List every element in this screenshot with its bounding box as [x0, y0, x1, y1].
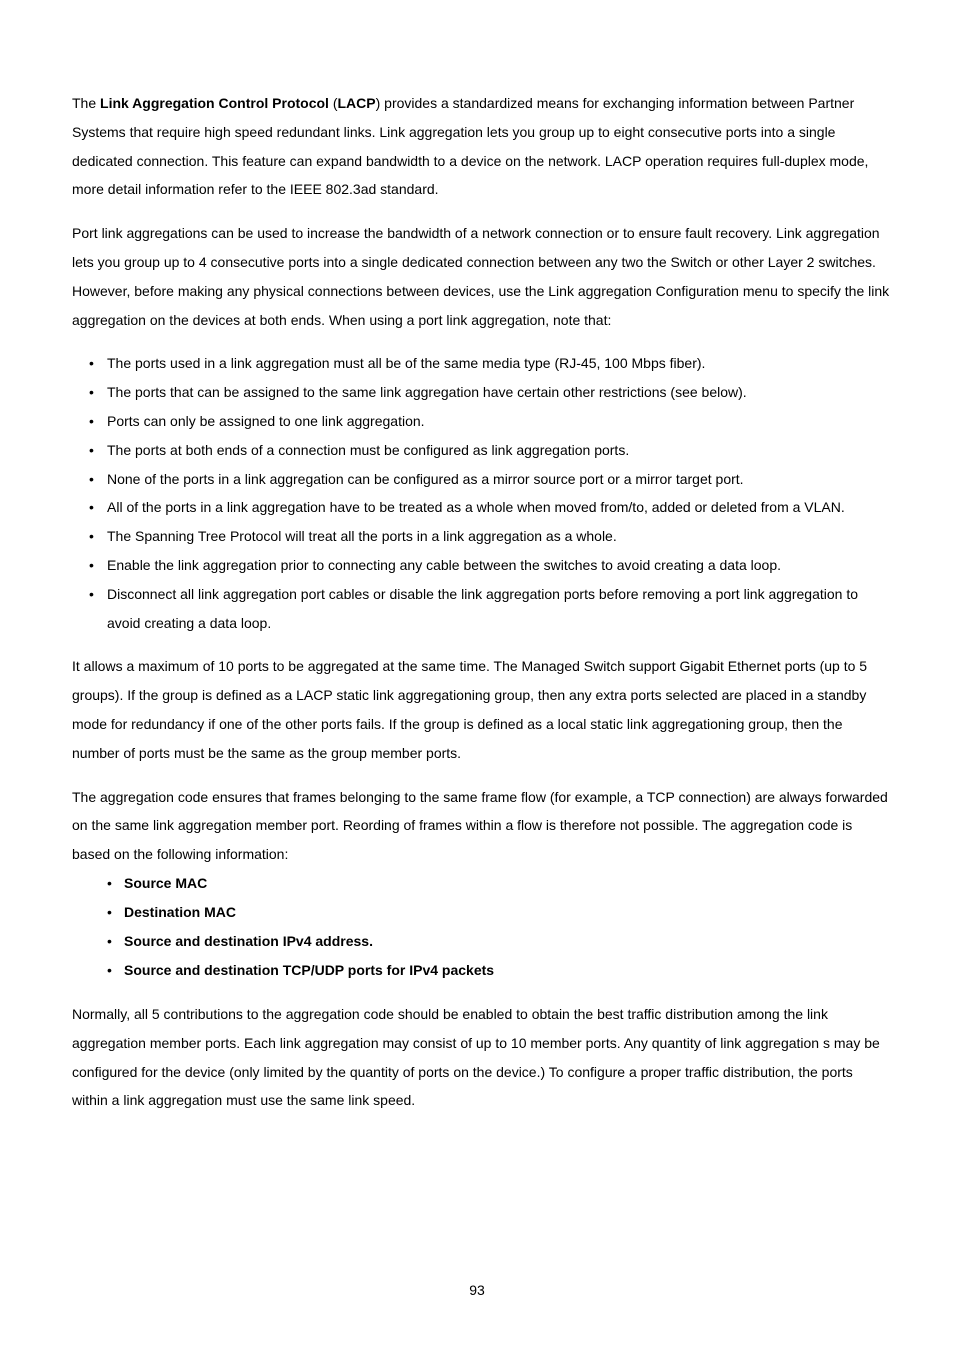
text-run: The	[72, 95, 101, 111]
document-body	[72, 89, 892, 1130]
paragraph-aggregation-code: The aggregation code ensures that frames belonging to the same frame flow (for example, a TCP connection) are always forwarded on the same link aggregation member port. Reording of frames within a flow is therefore not possible. The aggregation code is based on the following information:	[72, 788, 888, 863]
page-number: 93	[469, 1282, 485, 1298]
list-item: • The ports that can be assigned to the same link aggregation have certain other restrictions (see below).	[72, 378, 892, 407]
paragraph-max-ports: It allows a maximum of 10 ports to be aggregated at the same time. The Managed Switch support Gigabit Ethernet ports (up to 5 groups). If the group is defined as a LACP static link aggregationing group, then any extra ports selected are placed in a standby mode for redundancy if one of the other ports fails. If the group is defined as a local static link aggregationing group, then the number of ports must be the same as the group member ports.	[72, 658, 868, 761]
list-item: • The ports used in a link aggregation must all be of the same media type (RJ-45, 100 Mbps fiber).	[72, 349, 892, 378]
list-item: • Source MAC	[72, 869, 892, 898]
list-item: • Disconnect all link aggregation port cables or disable the link aggregation ports before removing a port link aggregation to avoid creating a data loop.	[72, 580, 892, 638]
text-run: ) provides a standardized means for exchanging information between Partner Systems that require high speed redundant links. Link aggregation lets you group up to eight consecutive ports into a single dedicated connection. This feature can expand bandwidth to a device on the network. LACP operation requires full-duplex mode, more detail information refer to the IEEE 802.3ad standard.	[72, 95, 869, 198]
aggregation-code-list	[72, 869, 892, 985]
term-lacp-full: Link Aggregation Control Protocol	[100, 95, 329, 111]
list-item: • The ports at both ends of a connection must be configured as link aggregation ports.	[72, 436, 892, 465]
list-item: • All of the ports in a link aggregation have to be treated as a whole when moved from/to, added or deleted from a VLAN.	[72, 493, 892, 522]
list-item: • Source and destination IPv4 address.	[72, 927, 892, 956]
list-item: • Destination MAC	[72, 898, 892, 927]
list-item: • Ports can only be assigned to one link aggregation.	[72, 407, 892, 436]
paragraph-lacp-intro	[72, 89, 892, 204]
list-item: • Source and destination TCP/UDP ports for IPv4 packets	[72, 956, 892, 985]
paragraph-port-aggregation: Port link aggregations can be used to increase the bandwidth of a network connection or to ensure fault recovery. Link aggregation lets you group up to 4 consecutive ports into a single dedicated connection between any two the Switch or other Layer 2 switches. However, before making any physical connections between devices, use the Link aggregation Configuration menu to specify the link aggregation on the devices at both ends. When using a port link aggregation, note that:	[72, 225, 890, 328]
term-lacp-abbr: LACP	[337, 95, 376, 111]
list-item: • None of the ports in a link aggregation can be configured as a mirror source port or a mirror target port.	[72, 465, 892, 494]
paragraph-traffic-distribution: Normally, all 5 contributions to the aggregation code should be enabled to obtain the best traffic distribution among the link aggregation member ports. Each link aggregation may consist of up to 10 member ports. Any quantity of link aggregation s may be configured for the device (only limited by the quantity of ports on the device.) To configure a proper traffic distribution, the ports within a link aggregation must use the same link speed.	[72, 1005, 880, 1109]
restrictions-list	[72, 349, 892, 637]
text-run: (	[328, 95, 338, 111]
list-item: • The Spanning Tree Protocol will treat all the ports in a link aggregation as a whole.	[72, 522, 892, 551]
list-item: • Enable the link aggregation prior to connecting any cable between the switches to avoid creating a data loop.	[72, 551, 892, 580]
